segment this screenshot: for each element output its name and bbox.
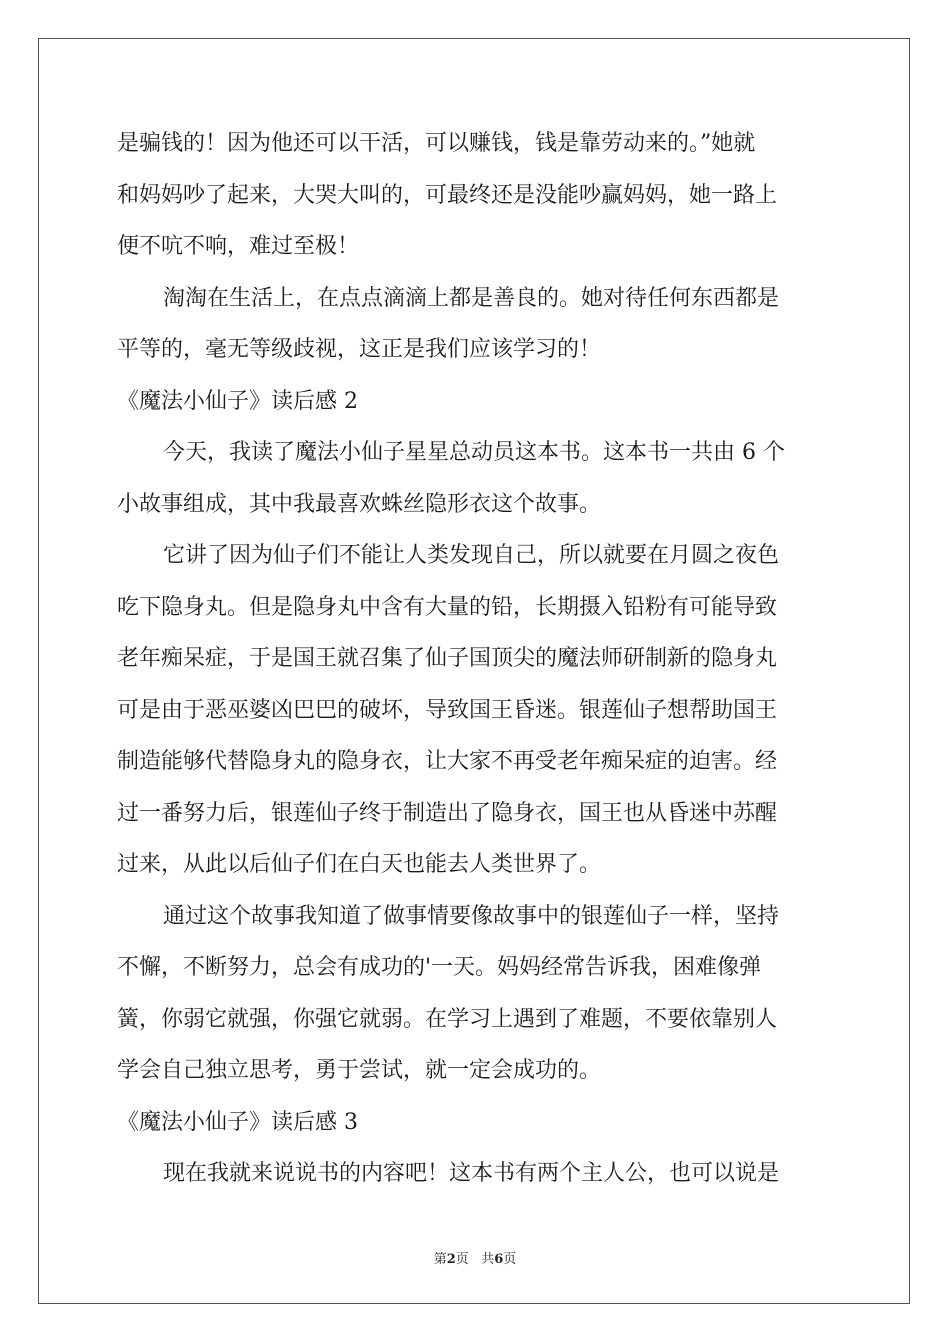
- section-heading: 《魔法小仙子》读后感 3: [117, 1109, 358, 1135]
- text-line: 制造能够代替隐身丸的隐身衣，让大家不再受老年痴呆症的迫害。经: [117, 749, 778, 774]
- total-pages-prefix: 共: [481, 1252, 495, 1267]
- text-line: 老年痴呆症，于是国王就召集了仙子国顶尖的魔法师研制新的隐身丸: [117, 646, 778, 671]
- text-line: 小故事组成，其中我最喜欢蛛丝隐形衣这个故事。: [117, 491, 602, 517]
- paragraph-start-line: 今天，我读了魔法小仙子星星总动员这本书。这本书一共由 6 个: [163, 440, 785, 465]
- text-line: 簧，你弱它就强，你强它就弱。在学习上遇到了难题，不要依靠别人: [117, 1006, 778, 1032]
- text-line: 吃下隐身丸。但是隐身丸中含有大量的铅，长期摄入铅粉有可能导致: [117, 594, 778, 620]
- text-line: 过来，从此以后仙子们在白天也能去人类世界了。: [117, 852, 602, 877]
- text-line: 是骗钱的！因为他还可以干活，可以赚钱，钱是靠劳动来的。”她就: [117, 131, 756, 156]
- text-line: 可是由于恶巫婆凶巴巴的破坏，导致国王昏迷。银莲仙子想帮助国王: [117, 697, 778, 723]
- total-page-count: 6: [494, 1252, 504, 1267]
- text-line: 便不吭不响，难过至极！: [117, 234, 360, 259]
- paragraph-start-line: 淘淘在生活上，在点点滴滴上都是善良的。她对待任何东西都是: [163, 285, 780, 311]
- paragraph-start-line: 通过这个故事我知道了做事情要像故事中的银莲仙子一样，坚持: [163, 903, 780, 929]
- paragraph-start-line: 现在我就来说说书的内容吧！这本书有两个主人公，也可以说是: [163, 1161, 780, 1186]
- total-pages-suffix: 页: [503, 1252, 517, 1267]
- page-number-prefix: 第: [433, 1252, 447, 1267]
- text-line: 学会自己独立思考，勇于尝试，就一定会成功的。: [117, 1058, 602, 1083]
- paragraph-start-line: 它讲了因为仙子们不能让人类发现自己，所以就要在月圆之夜色: [163, 543, 780, 568]
- text-line: 过一番努力后，银莲仙子终于制造出了隐身衣，国王也从昏迷中苏醒: [117, 800, 778, 826]
- page-number-suffix: 页: [455, 1252, 469, 1267]
- section-heading: 《魔法小仙子》读后感 2: [117, 388, 358, 414]
- document-body: [117, 126, 835, 1208]
- text-line: 和妈妈吵了起来，大哭大叫的，可最终还是没能吵赢妈妈，她一路上: [117, 182, 778, 208]
- current-page-number: 2: [446, 1252, 456, 1267]
- page-footer: [0, 1248, 950, 1267]
- text-line: 平等的，毫无等级歧视，这正是我们应该学习的！: [117, 337, 602, 362]
- text-line: 不懈，不断努力，总会有成功的'一天。妈妈经常告诉我，困难像弹: [117, 955, 762, 980]
